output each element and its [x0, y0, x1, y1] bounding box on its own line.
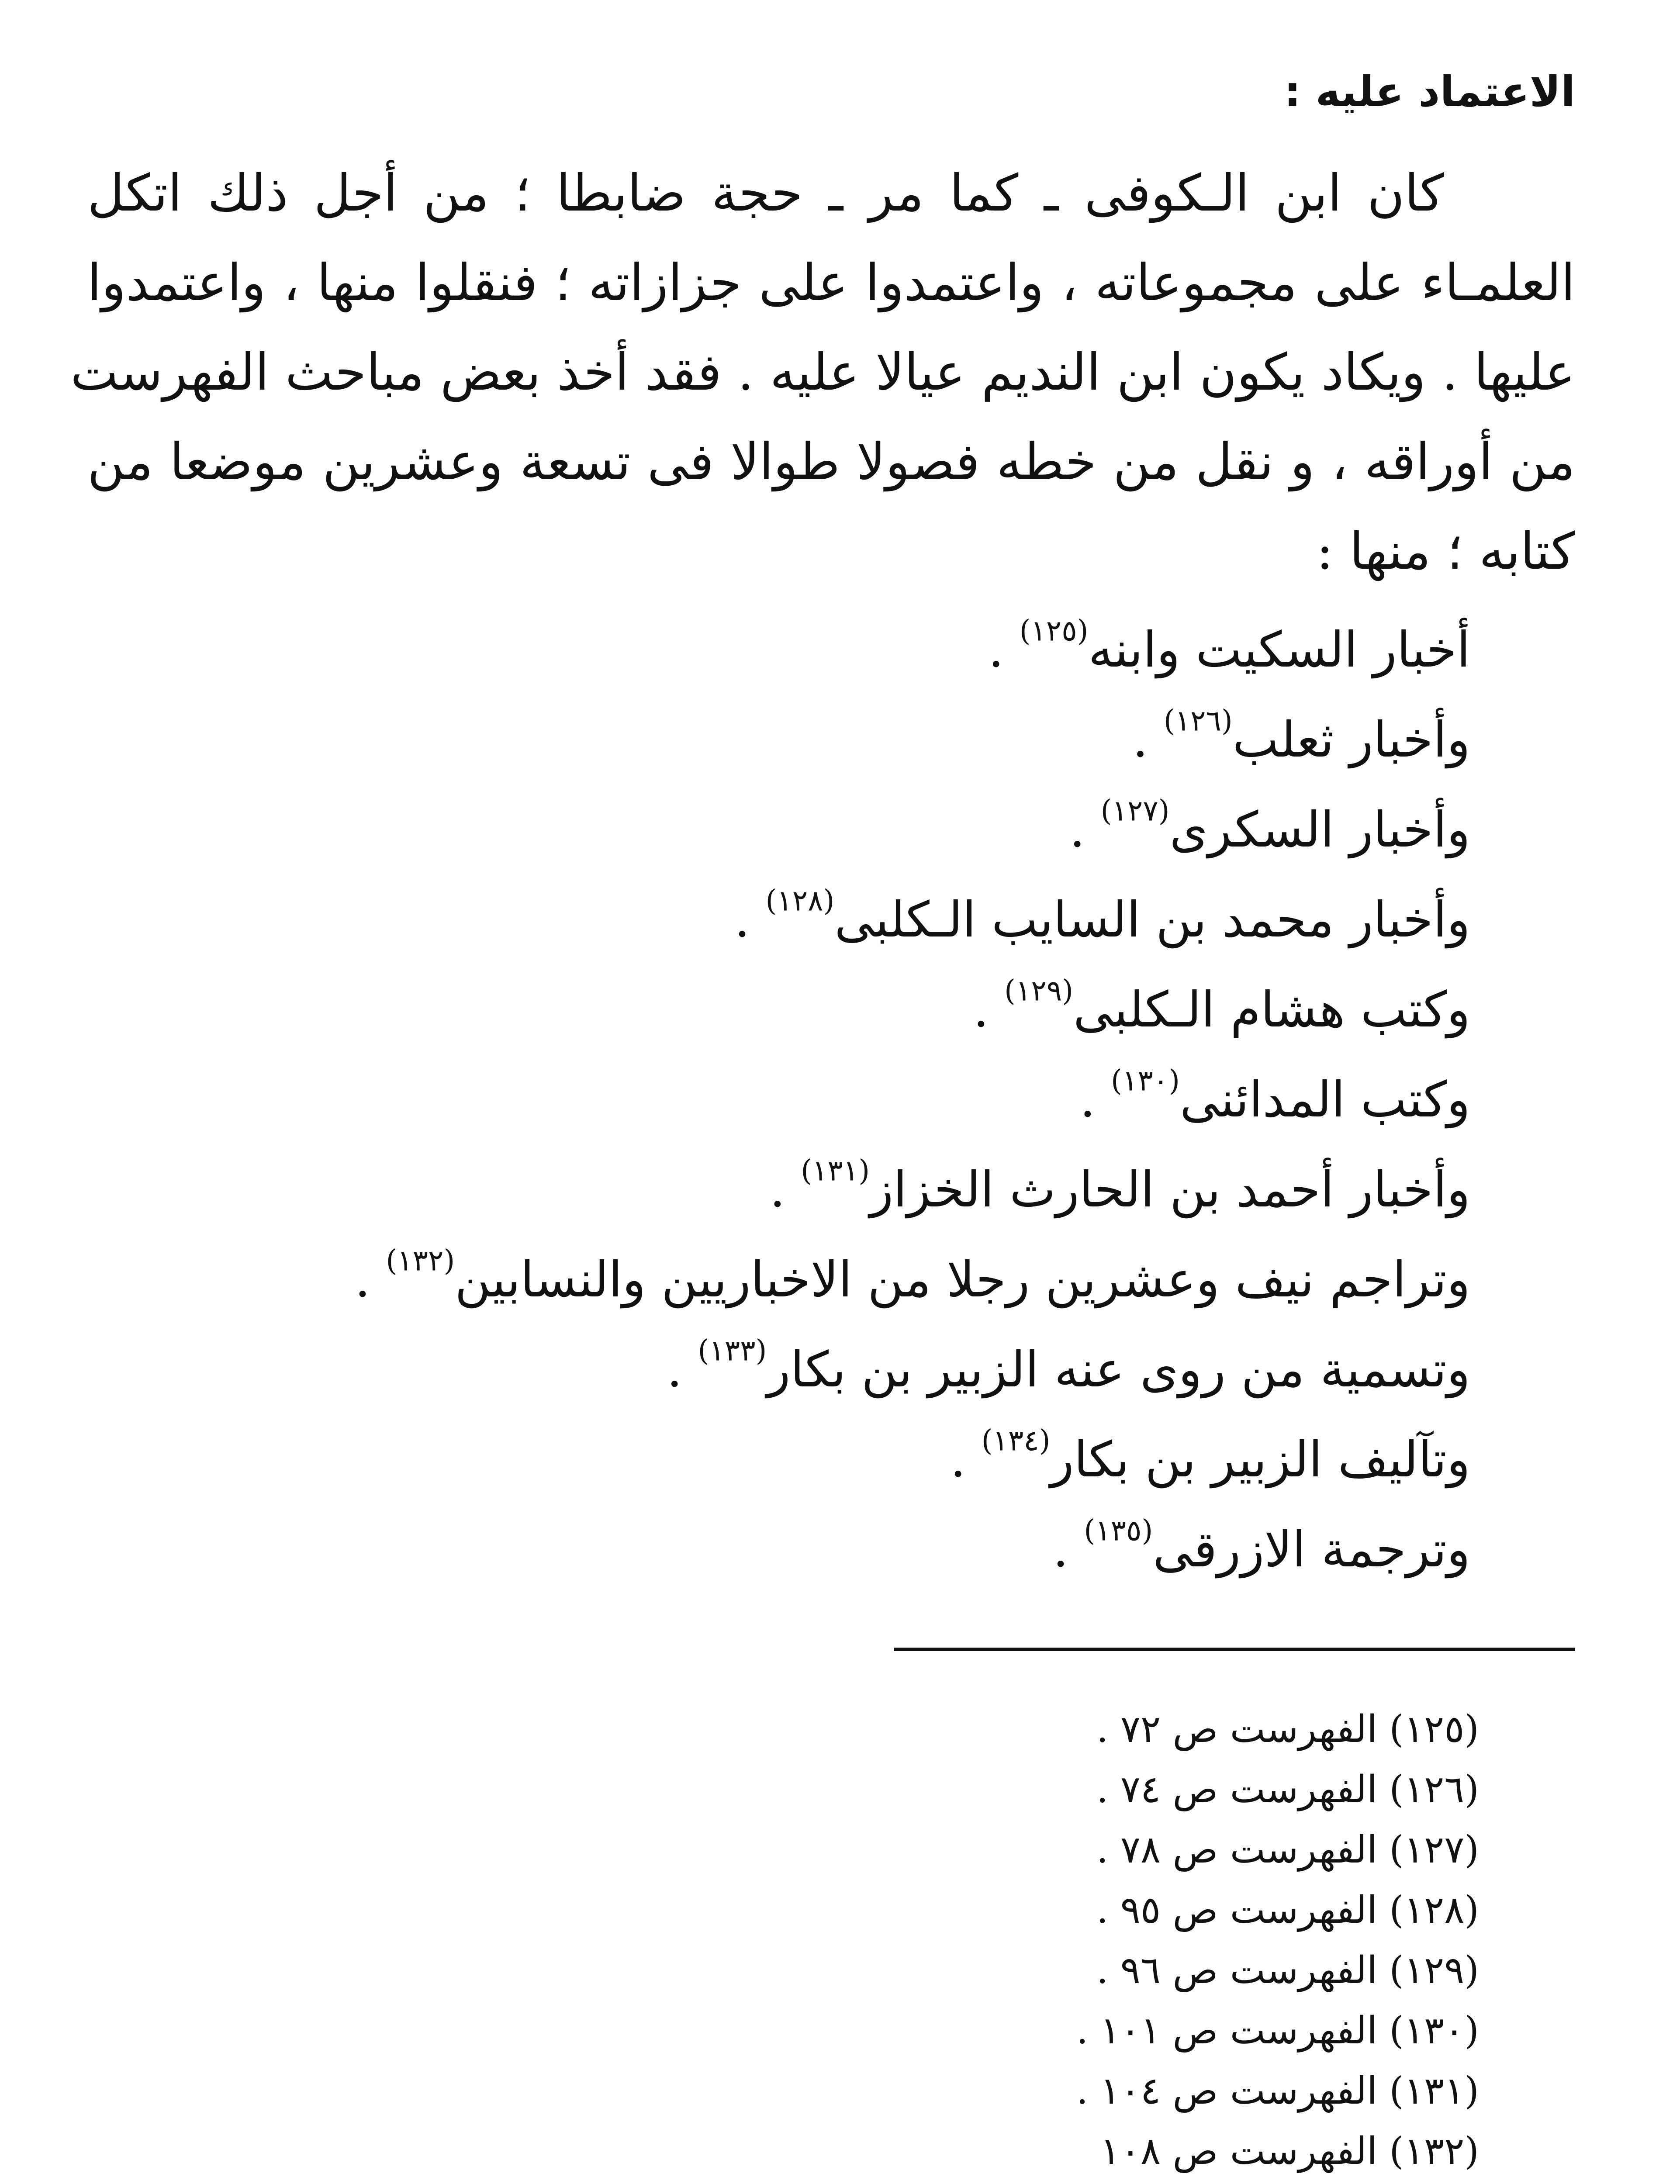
- item-end: .: [734, 892, 766, 948]
- list-item: [116, 1235, 1470, 1325]
- footnote-ref: (١٣٣): [698, 1334, 767, 1368]
- item-end: .: [1053, 1521, 1084, 1578]
- footnote-separator: [894, 1648, 1575, 1651]
- paragraph-line: من أوراقه ، و نقل من خطه فصولا طوالا فى تسعة وعشرين موضعا من: [87, 432, 1575, 491]
- footnote: [736, 2181, 1479, 2184]
- footnote: (١٢٥) الفهرست ص ٧٢ .: [1096, 1707, 1479, 1751]
- footnote: (١٢٧) الفهرست ص ٧٨ .: [1096, 1828, 1479, 1872]
- item-end: .: [1069, 802, 1101, 858]
- item-end: .: [950, 1431, 982, 1488]
- paragraph-line: كان ابن الـكوفى ـ كما مر ـ حجة ضابطا ؛ من أجل ذلك اتكل: [87, 164, 1444, 223]
- item-text: وأخبار السكرى: [1169, 802, 1470, 858]
- paragraph-line: كتابه ؛ منها :: [1316, 522, 1575, 581]
- footnote-ref: (١٢٨): [765, 884, 835, 918]
- item-end: .: [973, 981, 1005, 1038]
- list-item: [116, 785, 1470, 875]
- list-item: [116, 965, 1470, 1055]
- source-list: [116, 605, 1470, 1595]
- footnote-ref: (١٣١): [801, 1154, 870, 1188]
- footnote-ref: (١٢٧): [1100, 794, 1170, 828]
- list-item: [116, 1505, 1470, 1595]
- list-item: [116, 1325, 1470, 1415]
- footnote-ref: (١٢٥): [1019, 614, 1089, 648]
- list-item: [116, 1145, 1470, 1235]
- list-item: [116, 875, 1470, 965]
- footnote: (١٣٠) الفهرست ص ١٠١ .: [1076, 2009, 1479, 2053]
- item-end: .: [988, 622, 1020, 678]
- item-text: وترجمة الازرقى: [1153, 1521, 1470, 1578]
- section-heading: الاعتماد عليه :: [1284, 67, 1575, 116]
- item-text: وأخبار محمد بن السايب الـكلبى: [834, 892, 1470, 948]
- item-text: وكتب هشام الـكلبى: [1073, 981, 1470, 1038]
- item-end: .: [1079, 1071, 1111, 1128]
- footnote: (١٣١) الفهرست ص ١٠٤ .: [1076, 2069, 1479, 2113]
- footnote: (١٢٨) الفهرست ص ٩٥ .: [1096, 1888, 1479, 1932]
- list-item: [116, 695, 1470, 785]
- footnote-ref: (١٣٥): [1084, 1514, 1153, 1548]
- item-text: وأخبار أحمد بن الحارث الخزاز: [870, 1161, 1470, 1218]
- item-end: .: [355, 1251, 386, 1308]
- footnote: (١٢٩) الفهرست ص ٩٦ .: [1096, 1949, 1479, 1992]
- item-text: وتآليف الزبير بن بكار: [1050, 1431, 1470, 1488]
- item-text: وكتب المدائنى: [1180, 1071, 1470, 1128]
- paragraph-line: عليها . ويكاد يكون ابن النديم عيالا عليه . فقد أخذ بعض مباحث الفهرست: [70, 343, 1575, 402]
- footnote-ref: (١٣٢): [386, 1244, 455, 1278]
- item-text: وأخبار ثعلب: [1232, 712, 1470, 768]
- footnotes: [736, 1699, 1479, 2184]
- footnote-ref: (١٢٩): [1004, 974, 1074, 1008]
- item-text: وتراجم نيف وعشرين رجلا من الاخباريين والنسابين: [455, 1251, 1470, 1308]
- item-text: وتسمية من روى عنه الزبير بن بكار: [767, 1341, 1470, 1398]
- item-text: أخبار السكيت وابنه: [1088, 622, 1470, 678]
- list-item: [116, 1055, 1470, 1145]
- list-item: [116, 1415, 1470, 1505]
- footnote: (١٢٦) الفهرست ص ٧٤ .: [1096, 1768, 1479, 1811]
- footnote-ref: (١٣٠): [1111, 1064, 1180, 1098]
- footnote-ref: (١٢٦): [1163, 704, 1233, 738]
- footnote-ref: (١٣٤): [981, 1424, 1051, 1458]
- paragraph-line: العلمـاء على مجموعاته ، واعتمدوا على جزازاته ؛ فنقلوا منها ، واعتمدوا: [87, 253, 1575, 312]
- footnote: (١٣٢) الفهرست ص ١٠٨: [1100, 2129, 1479, 2173]
- list-item: [116, 605, 1470, 695]
- item-end: .: [1132, 712, 1164, 768]
- item-end: .: [770, 1161, 801, 1218]
- item-end: .: [667, 1341, 698, 1398]
- main-paragraph: [70, 149, 1575, 596]
